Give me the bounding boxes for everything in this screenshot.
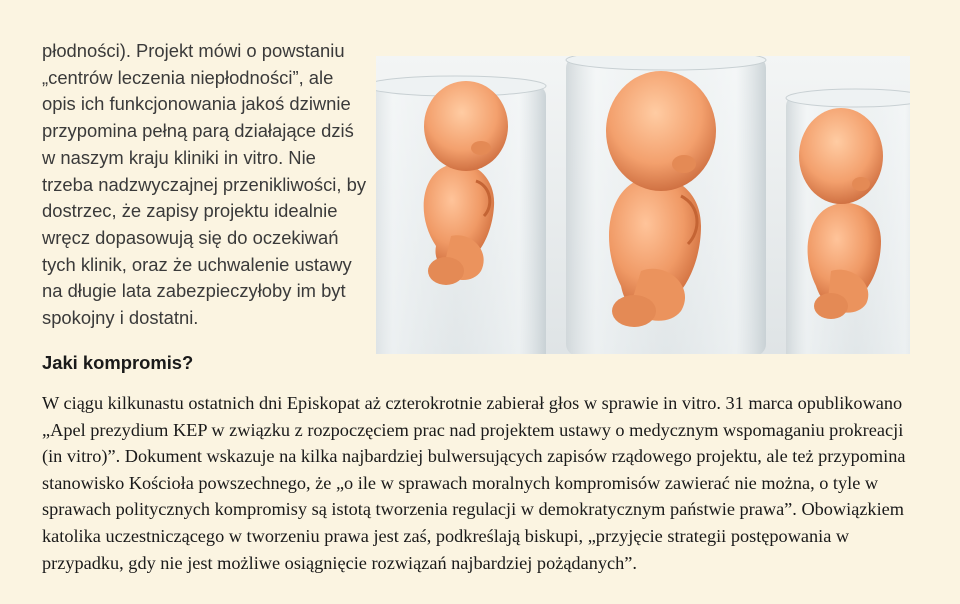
jar-middle	[566, 56, 766, 354]
jar-left	[376, 76, 546, 354]
fetus-models-image	[376, 56, 910, 354]
section-heading: Jaki kompromis?	[42, 352, 194, 373]
body-paragraph: W ciągu kilkunastu ostatnich dni Episkopat aż czterokrotnie zabierał głos w sprawie in vitro. 31 marca opublikowano „Apel prezydium KEP w związku z rozpoczęciem prac nad projektem ustawy o medycznym wspomaganiu prokreacji (in vitro)”. Dokument wskazuje na kilka najbardziej bulwersujących zapisów rządowego projektu, ale też przypomina stanowisko Kościoła powszechnego, że „o ile w sprawach moralnych kompromisów zawierać nie można, o tyle w sprawach politycznych kompromisy są istotą tworzenia regulacji w demokratycznym państwie prawa”. Obowiązkiem katolika uczestniczącego w tworzeniu prawa jest zaś, podkreślają biskupi, „przyjęcie strategii postępowania w przypadku, gdy nie jest możliwe osiągnięcie rozwiązań najbardziej pożądanych”.	[42, 393, 906, 573]
intro-paragraph: płodności). Projekt mówi o powstaniu „centrów leczenia niepłodności”, ale opis ich funkcjonowania jakoś dziwnie przypomina pełną parą działające dziś w naszym kraju kliniki in vitro. Nie trzeba nadzwyczajnej przenikliwości, by dostrzec, że zapisy projektu idealnie wręcz dopasowują się do oczekiwań tych klinik, oraz że uchwalenie ustawy na długie lata zabezpieczyłoby im byt spokojny i dostatni.	[42, 40, 367, 329]
article-photo	[376, 56, 910, 354]
jar-right	[786, 89, 910, 354]
